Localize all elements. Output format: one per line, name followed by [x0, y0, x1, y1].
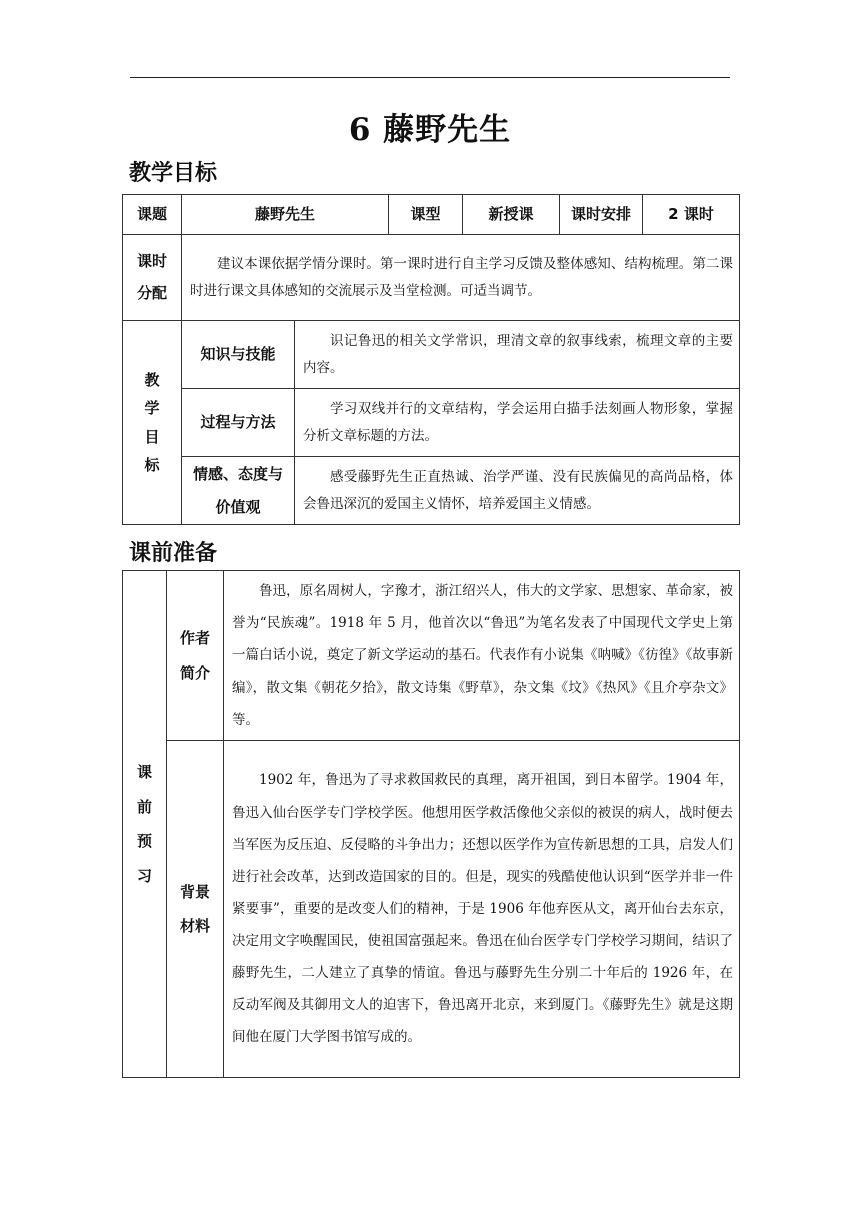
prep-label-background: 背景材料 [167, 741, 224, 1078]
goal-row-emotion [123, 457, 740, 525]
section-heading-preparation: 课前准备 [129, 541, 218, 566]
header-cell-topic-value: 藤野先生 [182, 195, 389, 235]
goal-row-knowledge [123, 321, 740, 389]
header-cell-hours-label: 课时安排 [560, 195, 643, 235]
goals-table [122, 194, 740, 525]
prep-outer-label: 课前预习 [123, 571, 167, 1078]
goal-label-process: 过程与方法 [182, 389, 295, 457]
goal-label-emotion: 情感、态度与价值观 [182, 457, 295, 525]
header-cell-hours-value: 2 课时 [643, 195, 740, 235]
prep-row-background [123, 741, 740, 1078]
header-cell-topic-label: 课题 [123, 195, 182, 235]
section-heading-goals: 教学目标 [129, 161, 218, 186]
goal-row-process [123, 389, 740, 457]
page-title: 6 藤野先生 [348, 112, 512, 148]
goals-header-row [123, 195, 740, 235]
goal-text-knowledge: 识记鲁迅的相关文学常识，理清文章的叙事线索，梳理文章的主要内容。 [295, 321, 740, 389]
allocation-label: 课时分配 [123, 235, 182, 321]
preparation-table [122, 570, 740, 1078]
goal-label-knowledge: 知识与技能 [182, 321, 295, 389]
allocation-row [123, 235, 740, 321]
allocation-text: 建议本课依据学情分课时。第一课时进行自主学习反馈及整体感知、结构梳理。第二课时进行课文具体感知的交流展示及当堂检测。可适当调节。 [182, 235, 740, 321]
goals-label: 教学目标 [123, 321, 182, 525]
prep-row-author [123, 571, 740, 741]
goal-text-emotion: 感受藤野先生正直热诚、治学严谨、没有民族偏见的高尚品格，体会鲁迅深沉的爱国主义情怀，培养爱国主义情感。 [295, 457, 740, 525]
goal-text-process: 学习双线并行的文章结构，学会运用白描手法刻画人物形象，掌握分析文章标题的方法。 [295, 389, 740, 457]
header-cell-type-label: 课型 [389, 195, 463, 235]
header-cell-type-value: 新授课 [463, 195, 560, 235]
header-rule [130, 77, 730, 78]
prep-text-author: 鲁迅，原名周树人，字豫才，浙江绍兴人，伟大的文学家、思想家、革命家，被誉为“民族魂”。1918 年 5 月，他首次以“鲁迅”为笔名发表了中国现代文学史上第一篇白话小说，奠定了新文学运动的基石。代表作有小说集《呐喊》《彷徨》《故事新编》，散文集《朝花夕拾》，散文诗集《野草》，杂文集《坟》《热风》《且介亭杂文》等。 [224, 571, 740, 741]
prep-text-background: 1902 年，鲁迅为了寻求救国救民的真理，离开祖国，到日本留学。1904 年，鲁迅入仙台医学专门学校学医。他想用医学救活像他父亲似的被误的病人，战时便去当军医为反压迫、反侵略的斗争出力；还想以医学作为宣传新思想的工具，启发人们进行社会改革，达到改造国家的目的。但是，现实的残酷使他认识到“医学并非一件紧要事”，重要的是改变人们的精神，于是 1906 年他弃医从文，离开仙台去东京，决定用文字唤醒国民，使祖国富强起来。鲁迅在仙台医学专门学校学习期间，结识了藤野先生，二人建立了真挚的情谊。鲁迅与藤野先生分别二十年后的 1926 年，在反动军阀及其御用文人的迫害下，鲁迅离开北京，来到厦门。《藤野先生》就是这期间他在厦门大学图书馆写成的。 [224, 741, 740, 1078]
prep-label-author: 作者简介 [167, 571, 224, 741]
